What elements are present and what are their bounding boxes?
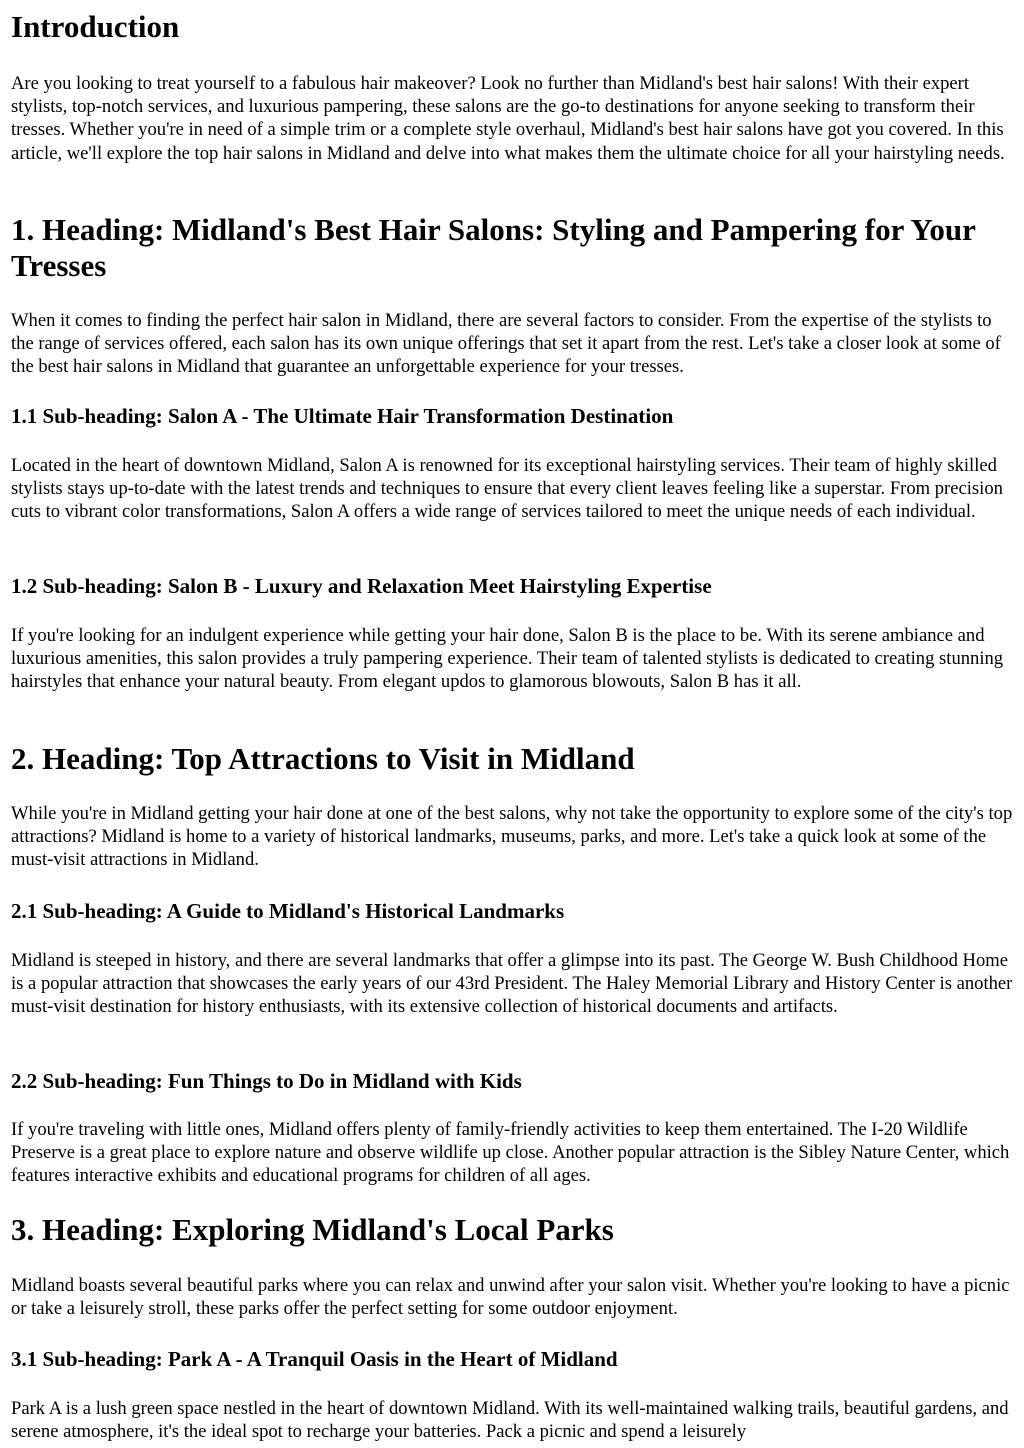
section-2-paragraph: While you're in Midland getting your hair done at one of the best salons, why not take the opportunity to explore some of the city's top attractions? Midland is home to a variety of historical landmarks, museums, parks, and more. Let's take a quick look at some of the must-visit attractions in Midland. — [11, 803, 1013, 871]
subsection-3-1-paragraph: Park A is a lush green space nestled in the heart of downtown Midland. With its well-maintained walking trails, beautiful gardens, and serene atmosphere, it's the ideal spot to recharge your batteries. Pack a picnic and spend a leisurely — [11, 1398, 1009, 1443]
subsection-1-2-paragraph: If you're looking for an indulgent experience while getting your hair done, Salon B is the place to be. With its serene ambiance and luxurious amenities, this salon provides a truly pampering experience. Their team of talented stylists is dedicated to creating stunning hairstyles that enhance your natural beauty. From elegant updos to glamorous blowouts, Salon B has it all. — [11, 625, 1004, 693]
subsection-2-1-heading: 2.1 Sub-heading: A Guide to Midland's Historical Landmarks — [11, 899, 565, 923]
subsection-3-1-heading: 3.1 Sub-heading: Park A - A Tranquil Oasis in the Heart of Midland — [11, 1347, 618, 1371]
section-1-paragraph: When it comes to finding the perfect hair salon in Midland, there are several factors to consider. From the expertise of the stylists to the range of services offered, each salon has its own unique offerings that set it apart from the rest. Let's take a closer look at some of the best hair salons in Midland that guarantee an unforgettable experience for your tresses. — [11, 310, 1001, 378]
subsection-2-1-paragraph: Midland is steeped in history, and there are several landmarks that offer a glimpse into its past. The George W. Bush Childhood Home is a popular attraction that showcases the early years of our 43rd President. The Haley Memorial Library and History Center is another must-visit destination for history enthusiasts, with its extensive collection of historical documents and artifacts. — [11, 950, 1013, 1018]
section-3-paragraph: Midland boasts several beautiful parks where you can relax and unwind after your salon visit. Whether you're looking to have a picnic or take a leisurely stroll, these parks offer the perfect setting for some outdoor enjoyment. — [11, 1275, 1010, 1320]
intro-paragraph: Are you looking to treat yourself to a fabulous hair makeover? Look no further than Midland's best hair salons! With their expert stylists, top-notch services, and luxurious pampering, these salons are the go-to destinations for anyone seeking to transform their tresses. Whether you're in need of a simple trim or a complete style overhaul, Midland's best hair salons have got you covered. In this article, we'll explore the top hair salons in Midland and delve into what makes them the ultimate choice for all your hairstyling needs. — [11, 73, 1005, 164]
section-1-heading: 1. Heading: Midland's Best Hair Salons: Styling and Pampering for Your Tresses — [11, 212, 976, 283]
intro-heading: Introduction — [11, 9, 180, 44]
section-2-heading: 2. Heading: Top Attractions to Visit in Midland — [11, 741, 635, 776]
subsection-1-1-paragraph: Located in the heart of downtown Midland, Salon A is renowned for its exceptional hairstyling services. Their team of highly skilled stylists stays up-to-date with the latest trends and techniques to ensure that every client leaves feeling like a superstar. From precision cuts to vibrant color transformations, Salon A offers a wide range of services tailored to meet the unique needs of each individual. — [11, 455, 1003, 523]
subsection-2-2-heading: 2.2 Sub-heading: Fun Things to Do in Midland with Kids — [11, 1069, 522, 1093]
subsection-1-1-heading: 1.1 Sub-heading: Salon A - The Ultimate Hair Transformation Destination — [11, 404, 674, 428]
subsection-1-2-heading: 1.2 Sub-heading: Salon B - Luxury and Relaxation Meet Hairstyling Expertise — [11, 574, 712, 598]
section-3-heading: 3. Heading: Exploring Midland's Local Parks — [11, 1212, 614, 1247]
subsection-2-2-paragraph: If you're traveling with little ones, Midland offers plenty of family-friendly activities to keep them entertained. The I-20 Wildlife Preserve is a great place to explore nature and observe wildlife up close. Another popular attraction is the Sibley Nature Center, which features interactive exhibits and educational programs for children of all ages. — [11, 1119, 1010, 1187]
